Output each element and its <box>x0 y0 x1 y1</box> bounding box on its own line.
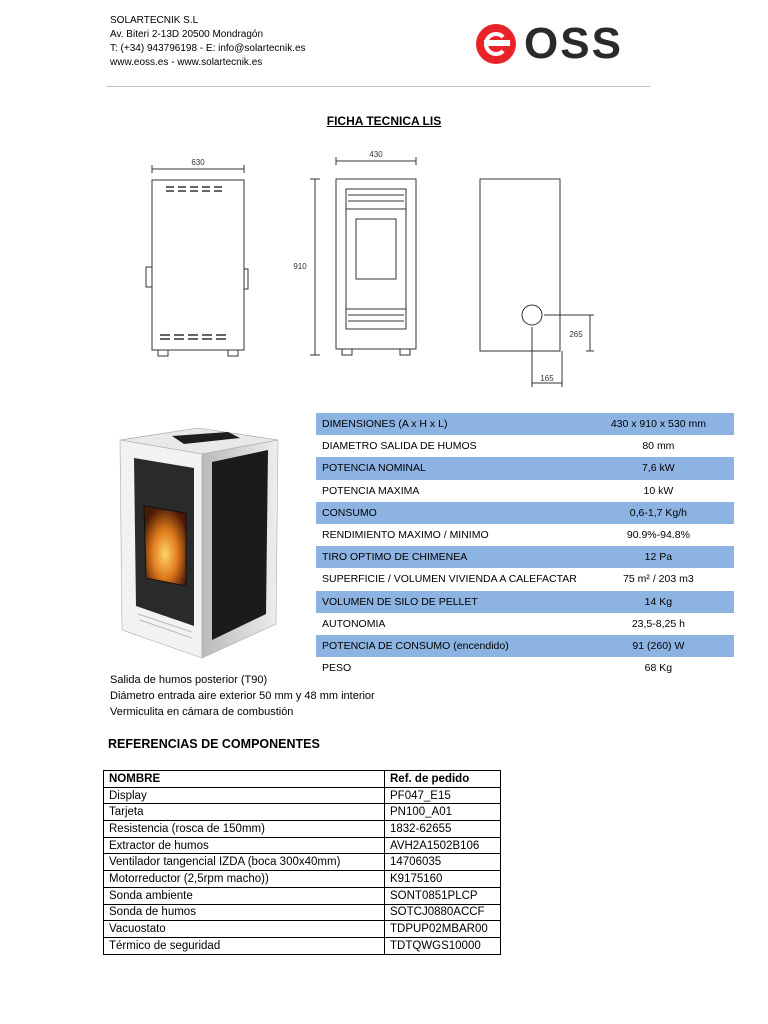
component-name: Vacuostato <box>104 921 385 938</box>
component-name: Tarjeta <box>104 804 385 821</box>
spec-row <box>316 457 734 479</box>
table-row <box>104 871 501 888</box>
table-row <box>104 921 501 938</box>
dimension-outlet-offset: 165 <box>540 374 554 383</box>
spec-value: 12 Pa <box>583 546 734 568</box>
spec-row <box>316 480 734 502</box>
note-line: Diámetro entrada aire exterior 50 mm y 48 mm interior <box>110 690 375 702</box>
spec-row <box>316 435 734 457</box>
component-name: Sonda de humos <box>104 904 385 921</box>
spec-label: RENDIMIENTO MAXIMO / MINIMO <box>322 529 489 542</box>
spec-label: POTENCIA DE CONSUMO (encendido) <box>316 635 583 657</box>
page-title: FICHA TECNICA LIS <box>326 114 442 128</box>
spec-label: SUPERFICIE / VOLUMEN VIVIENDA A CALEFACTAR <box>322 573 577 586</box>
dimension-height: 910 <box>293 262 307 271</box>
dimension-outlet-height: 265 <box>569 330 583 339</box>
company-address: Av. Biteri 2-13D 20500 Mondragón <box>110 29 264 40</box>
company-name: SOLARTECNIK S.L <box>110 15 199 26</box>
rear-view-drawing <box>480 179 594 387</box>
component-name: Sonda ambiente <box>104 887 385 904</box>
component-ref: AVH2A1502B106 <box>385 837 501 854</box>
spec-row <box>316 546 734 568</box>
note-line: Salida de humos posterior (T90) <box>110 674 268 686</box>
component-name: Display <box>104 787 385 804</box>
spec-value: 23,5-8,25 h <box>631 617 685 630</box>
component-name: Ventilador tangencial IZDA (boca 300x40mm) <box>104 854 385 871</box>
component-ref: PN100_A01 <box>385 804 501 821</box>
logo-text: OSS <box>524 19 623 68</box>
note-line: Vermiculita en cámara de combustión <box>110 706 294 718</box>
eoss-logo <box>476 19 646 68</box>
spec-row <box>316 613 734 635</box>
component-name: Térmico de seguridad <box>104 937 385 954</box>
company-info <box>110 14 306 70</box>
component-name: Resistencia (rosca de 150mm) <box>104 821 385 838</box>
table-row <box>104 837 501 854</box>
column-header-ref: Ref. de pedido <box>385 771 501 788</box>
component-name: Motorreductor (2,5rpm macho)) <box>104 871 385 888</box>
company-web: www.eoss.es - www.solartecnik.es <box>110 57 263 68</box>
component-ref: TDTQWGS10000 <box>385 937 501 954</box>
spec-label: PESO <box>322 662 352 675</box>
table-row <box>104 904 501 921</box>
spec-value: 75 m² / 203 m3 <box>623 573 694 586</box>
component-ref: 1832-62655 <box>385 821 501 838</box>
component-ref: SOTCJ0880ACCF <box>385 904 501 921</box>
dimension-side-width: 430 <box>369 150 383 159</box>
technical-drawing <box>140 145 600 395</box>
component-name: Extractor de humos <box>104 837 385 854</box>
component-ref: 14706035 <box>385 854 501 871</box>
spec-row <box>316 524 734 546</box>
component-ref: TDPUP02MBAR00 <box>385 921 501 938</box>
spec-value: 68 Kg <box>644 662 673 675</box>
spec-label: TIRO OPTIMO DE CHIMENEA <box>316 546 583 568</box>
spec-value: 430 x 910 x 530 mm <box>583 413 734 435</box>
component-ref: PF047_E15 <box>385 787 501 804</box>
front-view-drawing <box>146 165 248 356</box>
company-contact: T: (+34) 943796198 - E: info@solartecnik.es <box>110 43 306 54</box>
stove-photo <box>110 418 280 668</box>
table-row <box>104 887 501 904</box>
spec-label: DIAMETRO SALIDA DE HUMOS <box>322 440 477 453</box>
dimension-front-width: 630 <box>191 158 205 167</box>
header-divider <box>106 86 650 87</box>
spec-label: POTENCIA NOMINAL <box>316 457 583 479</box>
component-ref: K9175160 <box>385 871 501 888</box>
column-header-name: NOMBRE <box>104 771 385 788</box>
table-row <box>104 804 501 821</box>
spec-row <box>316 568 734 590</box>
spec-row <box>316 413 734 435</box>
spec-value: 80 mm <box>642 440 675 453</box>
logo-e-icon <box>476 24 516 64</box>
references-table <box>103 770 501 955</box>
spec-label: AUTONOMIA <box>322 617 386 630</box>
spec-value: 14 Kg <box>583 591 734 613</box>
spec-value: 91 (260) W <box>583 635 734 657</box>
spec-row <box>316 657 734 679</box>
side-view-drawing <box>310 157 416 355</box>
spec-row <box>316 635 734 657</box>
spec-row <box>316 502 734 524</box>
component-ref: SONT0851PLCP <box>385 887 501 904</box>
spec-label: DIMENSIONES (A x H x L) <box>316 413 583 435</box>
spec-value: 90.9%-94.8% <box>626 529 690 542</box>
table-row <box>104 937 501 954</box>
spec-value: 0,6-1,7 Kg/h <box>583 502 734 524</box>
spec-table <box>316 413 734 679</box>
spec-value: 10 kW <box>643 484 674 497</box>
spec-label: VOLUMEN DE SILO DE PELLET <box>316 591 583 613</box>
references-title: REFERENCIAS DE COMPONENTES <box>108 737 320 751</box>
spec-row <box>316 591 734 613</box>
table-row <box>104 821 501 838</box>
table-header-row <box>104 771 501 788</box>
spec-label: POTENCIA MAXIMA <box>322 484 420 497</box>
table-row <box>104 787 501 804</box>
spec-value: 7,6 kW <box>583 457 734 479</box>
table-row <box>104 854 501 871</box>
spec-label: CONSUMO <box>316 502 583 524</box>
